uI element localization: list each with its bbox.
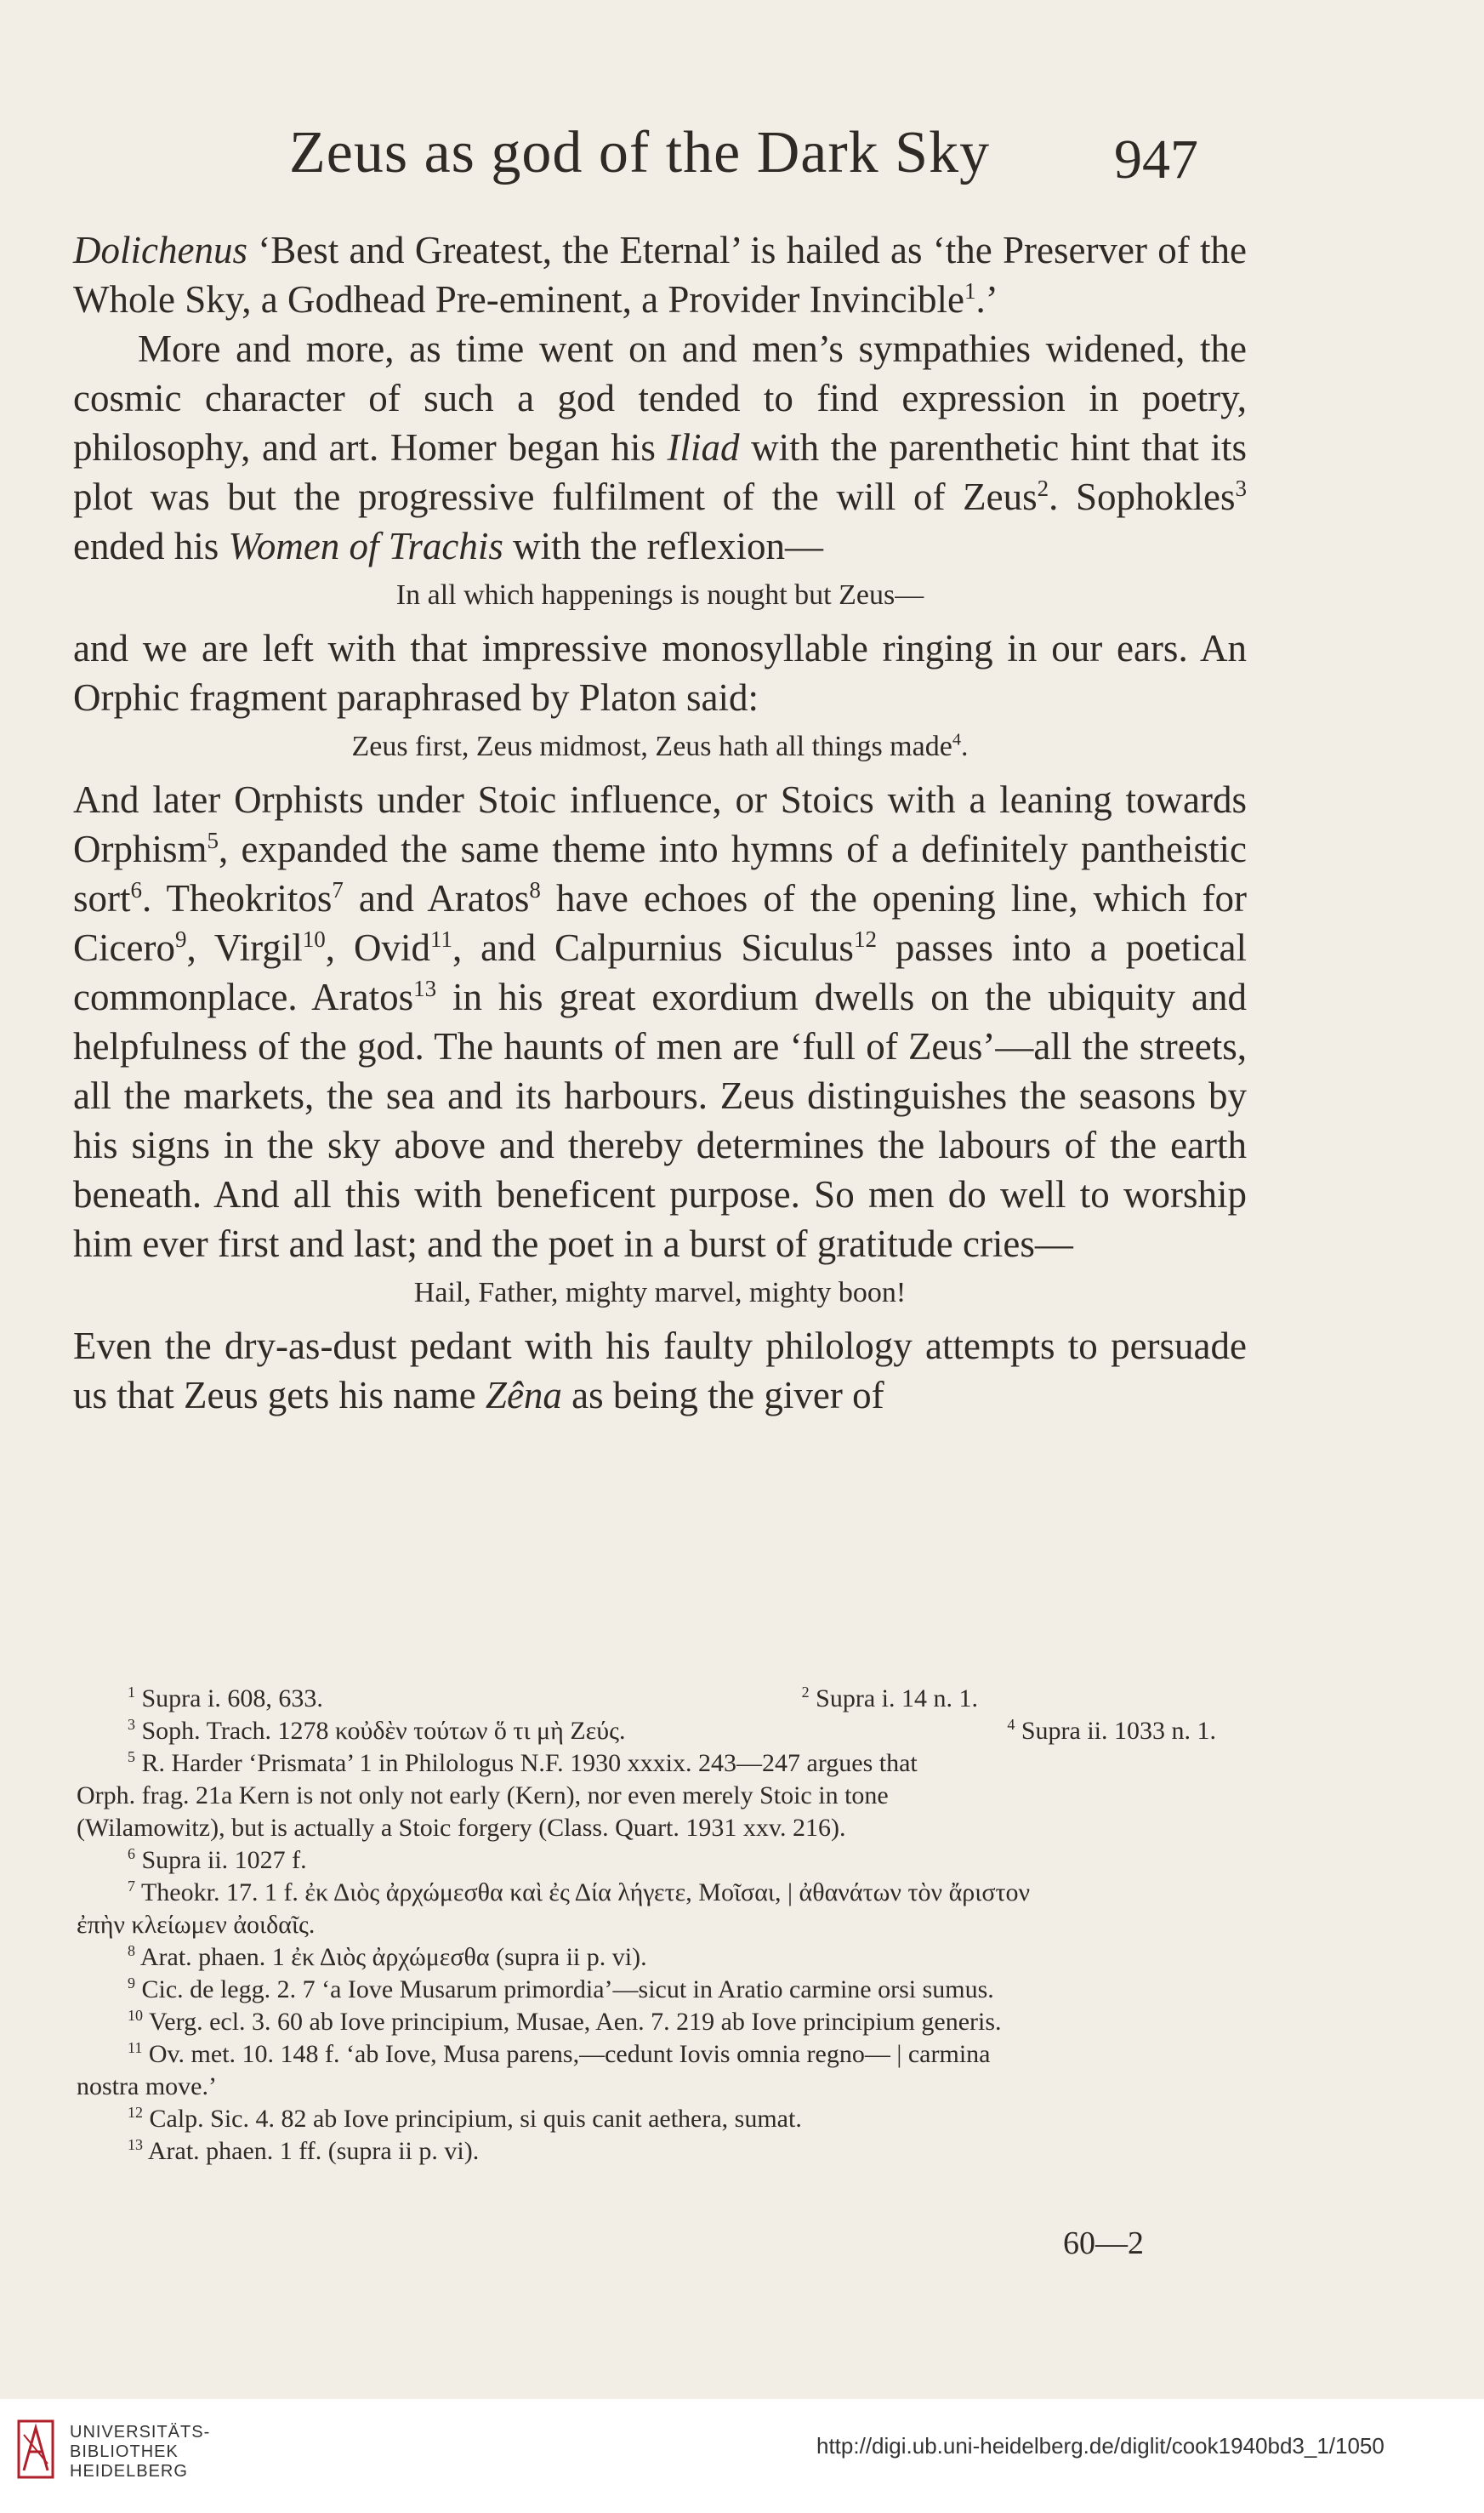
italic-dolichenus: Dolichenus xyxy=(73,229,247,271)
footnote-mark-3: 3 xyxy=(1235,476,1248,501)
paragraph-4-a: And later Orphists under Stoic influence, or Stoics with a leaning towards Orphism xyxy=(73,778,1247,870)
footnote-2: $^2$ Supra i. 14 n. 1. xyxy=(801,1684,978,1712)
paragraph-4-i: passes into a poetical commonplace. Aratos xyxy=(73,926,1248,1018)
footnote-8: $^8$ Arat. phaen. 1 ἐκ Διὸς ἀρχώμεσθα (supra ii p. vi). xyxy=(128,1942,647,1971)
footnote-mark-12: 12 xyxy=(853,926,877,952)
footnote-mark-7: 7 xyxy=(332,877,344,903)
footnote-3: $^3$ Soph. Trach. 1278 κοὐδὲν τούτων ὅ τι μὴ Ζεύς. xyxy=(128,1716,626,1745)
footnote-11: $^{11}$ Ov. met. 10. 148 f. ‘ab Iove, Musa parens,—cedunt Iovis omnia regno— | carmina xyxy=(128,2039,991,2068)
paragraph-4-h: , and Calpurnius Siculus xyxy=(452,926,854,969)
footnote-mark-8: 8 xyxy=(529,877,541,903)
paragraph-5-b: as being the giver of xyxy=(561,1374,884,1416)
paragraph-3: and we are left with that impressive monosyllable ringing in our ears. An Orphic fragment paraphrased by Platon said: xyxy=(73,627,1247,719)
footnote-mark-2: 2 xyxy=(1037,476,1049,501)
paragraph-4-e: have echoes of the opening line, which for Cicero xyxy=(73,877,1247,969)
footnote-mark-13: 13 xyxy=(413,976,437,1001)
footnote-12: $^{12}$ Calp. Sic. 4. 82 ab Iove principium, si quis canit aethera, sumat. xyxy=(128,2104,802,2133)
italic-iliad: Iliad xyxy=(667,426,740,469)
main-text xyxy=(73,225,1247,1420)
footnote-row-3-4 xyxy=(77,1715,1250,1747)
footnotes xyxy=(77,1683,1250,2168)
paragraph-4-b: , expanded the same theme into hymns of a definitely pantheistic sort xyxy=(73,828,1247,920)
paragraph-2 xyxy=(73,324,1247,571)
footnote-7-cont: ἐπὴν κλείωμεν ἀοιδαῖς. xyxy=(77,1911,316,1939)
footnote-5-cont-2: (Wilamowitz), but is actually a Stoic forgery (Class. Quart. 1931 xxv. 216). xyxy=(77,1814,846,1842)
paragraph-5-a: Even the dry-as-dust pedant with his faulty philology attempts to persuade us that Zeus gets his name xyxy=(73,1325,1247,1416)
footnote-mark-4: 4 xyxy=(952,730,962,749)
paragraph-2-b: with the parenthetic hint that its plot was but the progressive fulfilment of the will of Zeus xyxy=(73,426,1247,518)
paragraph-4-c: . Theokritos xyxy=(142,877,333,920)
library-name-line-1: UNIVERSITÄTS- xyxy=(70,2423,211,2442)
quote-1: In all which happenings is nought but Zeus— xyxy=(395,579,924,611)
heidelberg-library-logo-icon xyxy=(15,2418,56,2481)
paragraph-2-e: with the reflexion— xyxy=(503,525,823,567)
signature-mark: 60—2 xyxy=(1063,2225,1144,2261)
footnote-mark-11: 11 xyxy=(429,926,452,952)
quote-2: Zeus first, Zeus midmost, Zeus hath all things made$^4$. xyxy=(351,730,969,762)
footnote-mark-10: 10 xyxy=(302,926,326,952)
footnote-5-cont-1: Orph. frag. 21a Kern is not only not early (Kern), nor even merely Stoic in tone xyxy=(77,1781,889,1809)
paragraph-5 xyxy=(73,1321,1247,1420)
paragraph-1-text: ‘Best and Greatest, the Eternal’ is hailed as ‘the Preserver of the Whole Sky, a Godhead Pre-eminent, a Provider Invincible xyxy=(73,229,1247,321)
paragraph-4-f: , Virgil xyxy=(186,926,303,969)
source-url-link[interactable]: http://digi.ub.uni-heidelberg.de/diglit/cook1940bd3_1/1050 xyxy=(816,2433,1384,2459)
footnote-6: $^6$ Supra ii. 1027 f. xyxy=(128,1845,307,1874)
footnote-mark-1: 1 xyxy=(964,278,976,304)
footnote-13: $^{13}$ Arat. phaen. 1 ff. (supra ii p. vi). xyxy=(128,2136,480,2165)
paragraph-2-d: ended his xyxy=(73,525,229,567)
library-name-line-2: BIBLIOTHEK xyxy=(70,2442,179,2461)
footnote-mark-6: 6 xyxy=(130,877,142,903)
footnote-10: $^{10}$ Verg. ecl. 3. 60 ab Iove principium, Musae, Aen. 7. 219 ab Iove principium generis. xyxy=(128,2007,1002,2036)
paragraph-1 xyxy=(73,225,1247,324)
paragraph-2-a: More and more, as time went on and men’s sympathies widened, the cosmic character of such a god tended to find expression in poetry, philosophy, and art. Homer began his xyxy=(73,328,1247,469)
footnote-1: $^1$ Supra i. 608, 633. xyxy=(128,1684,323,1712)
page-number: 947 xyxy=(1114,128,1198,191)
italic-women-of-trachis: Women of Trachis xyxy=(228,525,503,567)
library-name-line-3: HEIDELBERG xyxy=(70,2462,188,2481)
footnote-mark-5: 5 xyxy=(207,828,219,853)
library-name xyxy=(70,2423,210,2482)
quote-2-text: Zeus first, Zeus midmost, Zeus hath all things made xyxy=(351,731,952,762)
footnote-7: $^7$ Theokr. 17. 1 f. ἐκ Διὸς ἀρχώμεσθα καὶ ἐς Δία λήγετε, Μοῖσαι, | ἀθανάτων τὸν ἄριστον xyxy=(128,1878,1031,1906)
paragraph-2-c: . Sophokles xyxy=(1049,476,1236,518)
footnote-4: $^4$ Supra ii. 1033 n. 1. xyxy=(1007,1716,1216,1745)
paragraph-4 xyxy=(73,775,1247,1268)
paragraph-4-g: , Ovid xyxy=(325,926,430,969)
footnote-mark-9: 9 xyxy=(174,926,187,952)
italic-zena: Zêna xyxy=(485,1374,562,1416)
footnote-row-1-2 xyxy=(77,1683,1250,1715)
footnote-9: $^9$ Cic. de legg. 2. 7 ‘a Iove Musarum primordia’—sicut in Aratio carmine orsi sumus. xyxy=(128,1974,994,2003)
paragraph-1-end: .’ xyxy=(975,278,998,321)
footnote-5: $^5$ R. Harder ‘Prismata’ 1 in Philologus N.F. 1930 xxxix. 243—247 argues that xyxy=(128,1748,918,1777)
quote-3: Hail, Father, mighty marvel, mighty boon! xyxy=(413,1277,907,1308)
paragraph-4-j: in his great exordium dwells on the ubiquity and helpfulness of the god. The haunts of men are ‘full of Zeus’—all the streets, all the markets, the sea and its harbours. Zeus distinguishes the seasons by his signs in the sky above and thereby determines the labours of the earth beneath. And all this with beneficent purpose. So men do well to worship him ever first and last; and the poet in a burst of gratitude cries— xyxy=(73,976,1248,1265)
paragraph-4-d: and Aratos xyxy=(343,877,530,920)
running-head-title: Zeus as god of the Dark Sky xyxy=(289,120,991,185)
footnote-11-cont: nostra move.’ xyxy=(77,2072,217,2100)
